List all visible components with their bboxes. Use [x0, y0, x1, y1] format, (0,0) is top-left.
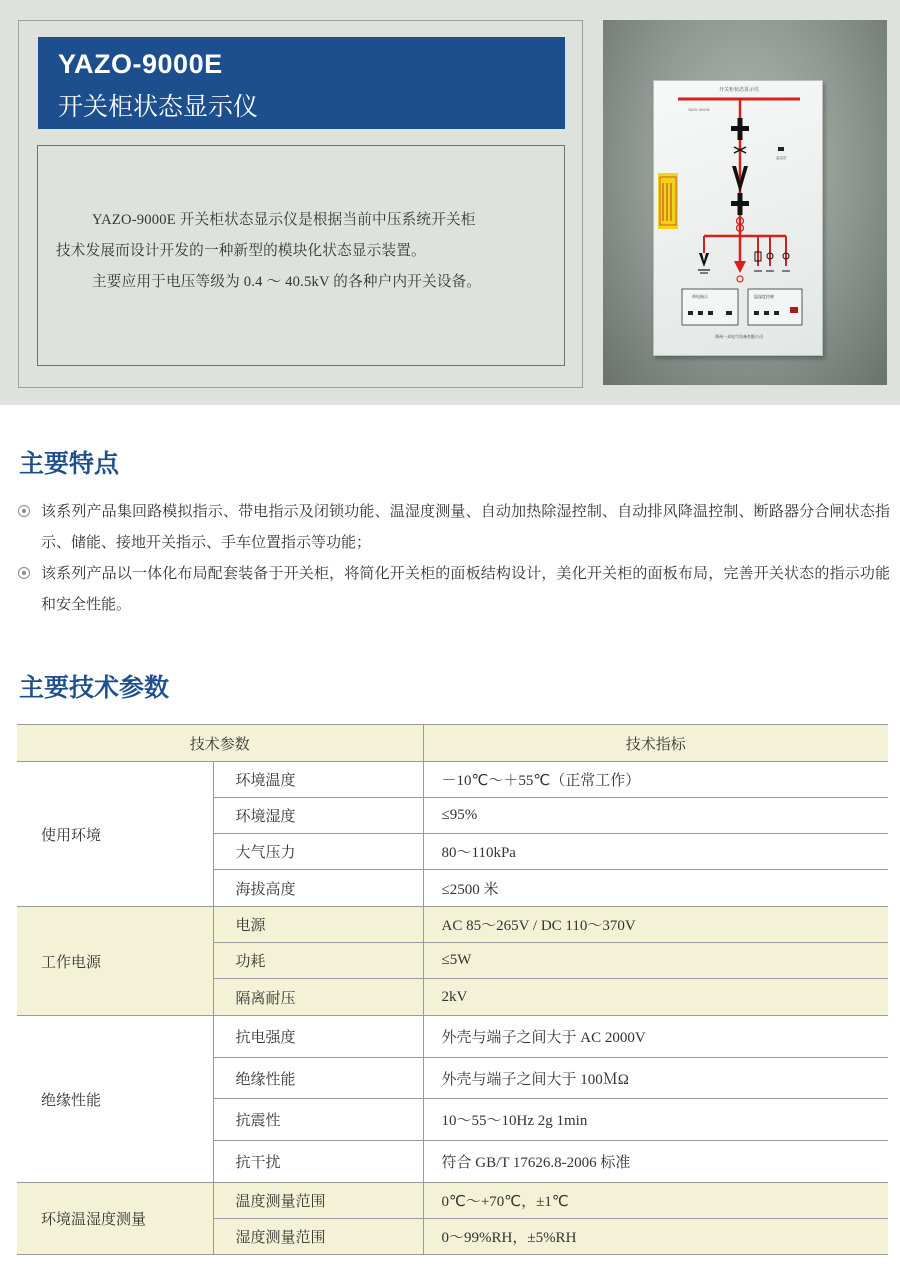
product-photo	[603, 20, 887, 385]
single-line-diagram	[654, 81, 824, 357]
description-line-2: 技术发展而设计开发的一种新型的模块化状态显示装置。	[56, 243, 426, 259]
product-name: 开关柜状态显示仪	[58, 92, 259, 121]
param-item: 环境温度	[213, 762, 423, 798]
param-value: 外壳与端子之间大于 AC 2000V	[423, 1016, 888, 1058]
param-item: 功耗	[213, 943, 423, 979]
param-value: 外壳与端子之间大于 100ＭΩ	[423, 1058, 888, 1099]
device-code-label: YAZO-9000E	[688, 108, 710, 112]
description-line-3: 主要应用于电压等级为 0.4 ～ 40.5kV 的各种户内开关设备。	[92, 274, 482, 290]
table-row	[17, 1183, 888, 1219]
param-value: 80～110kPa	[423, 834, 888, 870]
description-box	[37, 145, 565, 366]
title-box	[38, 37, 565, 129]
indicator-square	[778, 147, 784, 151]
param-value: －10℃～＋55℃（正常工作）	[423, 762, 888, 798]
param-value: 0～99%RH，±5%RH	[423, 1219, 888, 1255]
load-symbols-icon	[754, 252, 790, 271]
bullet-icon	[18, 505, 30, 517]
param-value: 0℃～+70℃，±1℃	[423, 1183, 888, 1219]
description-line-1: YAZO-9000E 开关柜状态显示仪是根据当前中压系统开关柜	[92, 212, 476, 228]
param-item: 绝缘性能	[213, 1058, 423, 1099]
param-value: ≤2500 米	[423, 870, 888, 907]
spec-table	[17, 724, 888, 1255]
bullet-icon	[18, 567, 30, 579]
param-item: 海拔高度	[213, 870, 423, 907]
param-item: 环境湿度	[213, 798, 423, 834]
feature-item	[18, 558, 890, 620]
earth-switch-icon	[698, 253, 710, 273]
param-item: 隔离耐压	[213, 979, 423, 1016]
lower-plug-icon	[731, 193, 749, 215]
feature-text: 该系列产品集回路模拟指示、带电指示及闭锁功能、温湿度测量、自动加热除湿控制、自动排风降温控制、断路器分合闸状态指示、储能、接地开关指示、手车位置指示等功能；	[41, 502, 890, 551]
group-name: 环境温湿度测量	[17, 1183, 213, 1255]
params-title: 主要技术参数	[19, 673, 170, 702]
group-name: 使用环境	[17, 762, 213, 907]
warning-label-icon	[658, 173, 678, 229]
param-item: 抗干扰	[213, 1141, 423, 1183]
param-value: 2kV	[423, 979, 888, 1016]
device-top-label: 开关柜状态显示仪	[718, 87, 760, 93]
param-item: 湿度测量范围	[213, 1219, 423, 1255]
module-left-label: 带电指示	[692, 294, 708, 299]
table-row	[17, 1016, 888, 1058]
header-param: 技术参数	[17, 725, 423, 762]
param-value: AC 85～265V / DC 110～370V	[423, 907, 888, 943]
group-name: 绝缘性能	[17, 1016, 213, 1183]
param-item: 大气压力	[213, 834, 423, 870]
product-model: YAZO-9000E	[58, 49, 223, 79]
knob-label: 温湿度	[776, 156, 787, 160]
features-title: 主要特点	[19, 449, 120, 478]
arrow-down-icon	[734, 261, 746, 273]
group-name: 工作电源	[17, 907, 213, 1016]
table-row	[17, 762, 888, 798]
header-band	[0, 0, 900, 405]
param-item: 电源	[213, 907, 423, 943]
humidity-control-module	[748, 289, 802, 325]
param-value: ≤95%	[423, 798, 888, 834]
module-right-label: 温湿度控制	[754, 294, 774, 299]
table-header-row	[17, 725, 888, 762]
table-row	[17, 907, 888, 943]
param-item: 抗电强度	[213, 1016, 423, 1058]
param-item: 抗震性	[213, 1099, 423, 1141]
param-value: 符合 GB/T 17626.8-2006 标准	[423, 1141, 888, 1183]
company-label: 郑州一众电气设备有限公司	[715, 334, 763, 339]
header-spec: 技术指标	[423, 725, 888, 762]
upper-plug-icon	[731, 118, 749, 140]
feature-text: 该系列产品以一体化布局配套装备于开关柜，将简化开关柜的面板结构设计，美化开关柜的面板布局，完善开关状态的指示功能和安全性能。	[41, 564, 890, 613]
param-item: 温度测量范围	[213, 1183, 423, 1219]
param-value: 10～55～10Hz 2g 1min	[423, 1099, 888, 1141]
device-panel	[653, 80, 823, 356]
feature-item	[18, 496, 890, 558]
param-value: ≤5W	[423, 943, 888, 979]
live-indicator-module	[682, 289, 738, 325]
